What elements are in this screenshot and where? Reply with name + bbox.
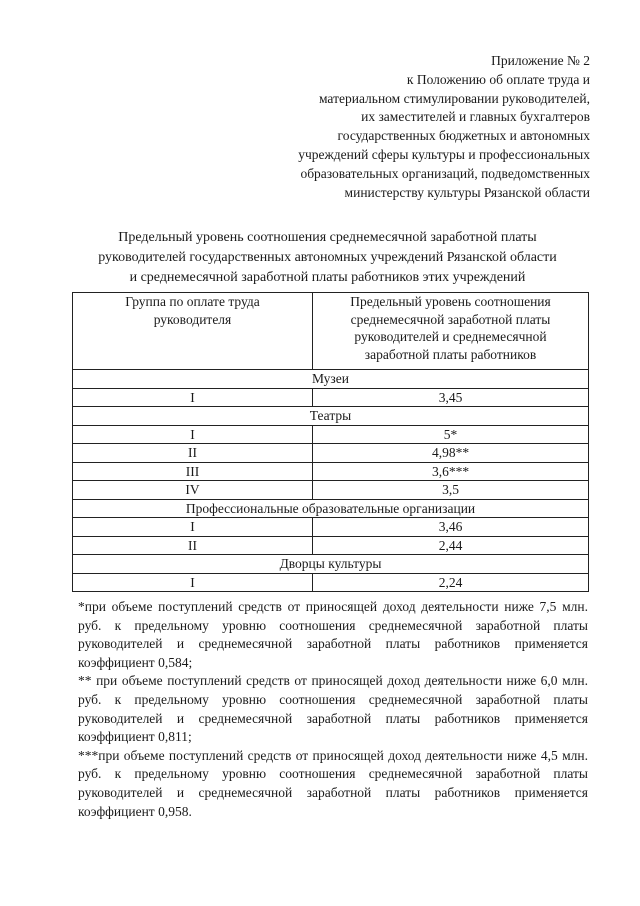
value-cell: 3,45 bbox=[313, 388, 589, 407]
appendix-line: государственных бюджетных и автономных bbox=[337, 128, 590, 144]
section-culture-palaces: Дворцы культуры bbox=[73, 555, 589, 574]
document-title bbox=[70, 228, 585, 288]
group-cell: IV bbox=[73, 481, 313, 500]
title-line: и среднемесячной заработной платы работников этих учреждений bbox=[129, 270, 526, 285]
header-group-cell: Группа по оплате труда руководителя bbox=[73, 293, 313, 370]
appendix-line: учреждений сферы культуры и профессиональных bbox=[298, 146, 590, 162]
section-museums: Музеи bbox=[73, 370, 589, 389]
salary-ratio-table bbox=[72, 292, 589, 592]
table-row bbox=[73, 388, 589, 407]
title-line: Предельный уровень соотношения среднемесячной заработной платы bbox=[118, 230, 537, 245]
value-cell: 2,24 bbox=[313, 573, 589, 592]
table-row bbox=[73, 536, 589, 555]
value-cell: 3,6*** bbox=[313, 462, 589, 481]
group-cell: II bbox=[73, 444, 313, 463]
value-cell: 5* bbox=[313, 425, 589, 444]
group-cell: III bbox=[73, 462, 313, 481]
footnote-3: ***при объеме поступлений средств от приносящей доход деятельности ниже 4,5 млн. руб. к предельному уровню соотношения среднемесячной заработной платы руководителей и среднемесячной заработной платы работников применяется коэффициент 0,958. bbox=[78, 747, 588, 819]
title-line: руководителей государственных автономных учреждений Рязанской области bbox=[98, 250, 557, 265]
appendix-line: материальном стимулировании руководителей, bbox=[318, 90, 590, 106]
table-row bbox=[73, 573, 589, 592]
group-cell: I bbox=[73, 425, 313, 444]
appendix-header bbox=[230, 52, 590, 202]
appendix-line: образовательных организаций, подведомственных bbox=[300, 165, 590, 181]
group-cell: I bbox=[73, 573, 313, 592]
table-row bbox=[73, 518, 589, 537]
table-row bbox=[73, 425, 589, 444]
table-header-row bbox=[73, 293, 589, 370]
appendix-line: Приложение № 2 bbox=[491, 53, 590, 68]
group-cell: II bbox=[73, 536, 313, 555]
value-cell: 3,5 bbox=[313, 481, 589, 500]
footnotes bbox=[78, 598, 588, 821]
table-row bbox=[73, 444, 589, 463]
value-cell: 3,46 bbox=[313, 518, 589, 537]
appendix-line: к Положению об оплате труда и bbox=[406, 71, 590, 87]
value-cell: 2,44 bbox=[313, 536, 589, 555]
table-row bbox=[73, 462, 589, 481]
footnote-2: ** при объеме поступлений средств от приносящей доход деятельности ниже 6,0 млн. руб. к предельному уровню соотношения среднемесячной заработной платы руководителей и среднемесячной заработной платы работников применяется коэффициент 0,811; bbox=[78, 673, 588, 745]
footnote-1: *при объеме поступлений средств от приносящей доход деятельности ниже 7,5 млн. руб. к предельному уровню соотношения среднемесячной заработной платы руководителей и среднемесячной заработной платы работников применяется коэффициент 0,584; bbox=[78, 599, 588, 670]
header-limit-cell: Предельный уровень соотношения среднемесячной заработной платы руководителей и среднемесячной заработной платы работников bbox=[313, 293, 589, 370]
appendix-line: их заместителей и главных бухгалтеров bbox=[361, 109, 590, 125]
group-cell: I bbox=[73, 388, 313, 407]
table-row bbox=[73, 481, 589, 500]
value-cell: 4,98** bbox=[313, 444, 589, 463]
section-professional-education: Профессиональные образовательные организации bbox=[73, 499, 589, 518]
appendix-line: министерству культуры Рязанской области bbox=[344, 184, 590, 200]
group-cell: I bbox=[73, 518, 313, 537]
section-theatres: Театры bbox=[73, 407, 589, 426]
